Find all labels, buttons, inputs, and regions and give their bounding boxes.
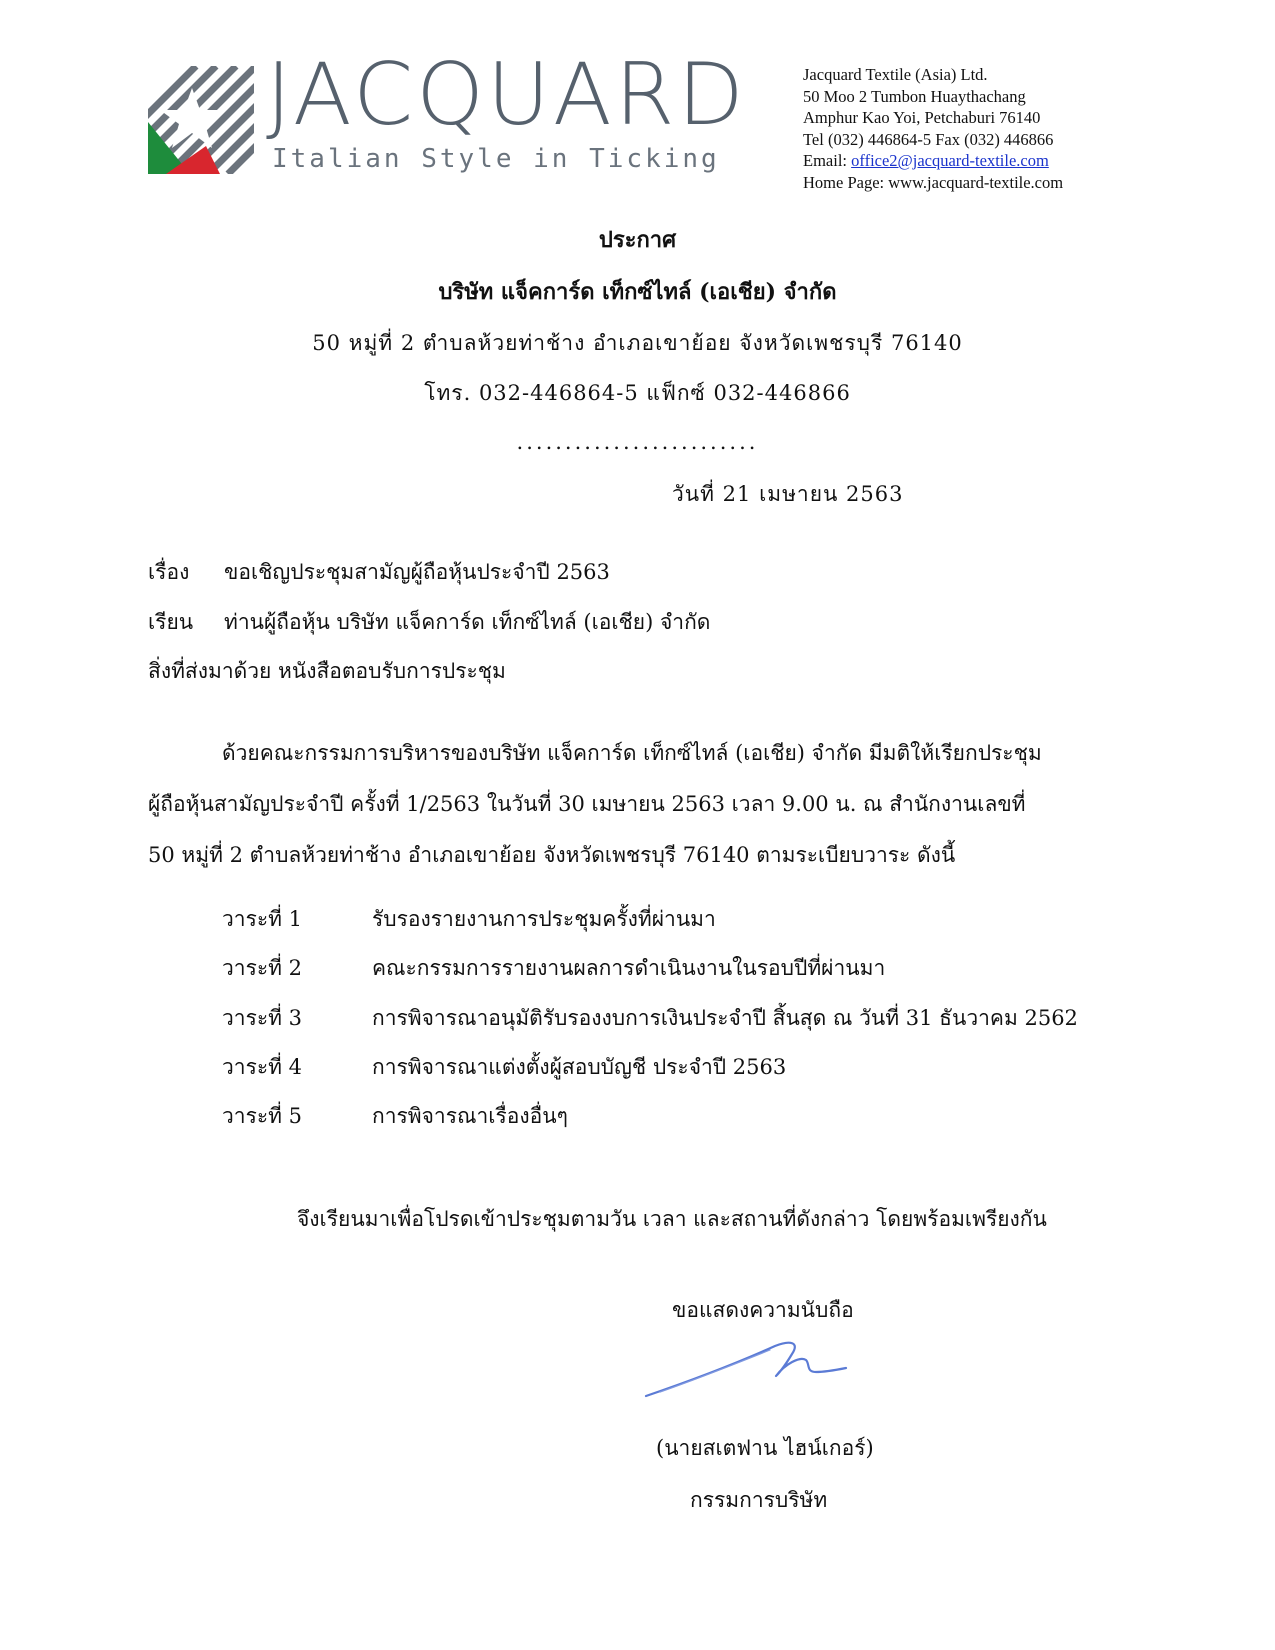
agenda-item xyxy=(222,1100,568,1133)
agenda-item xyxy=(222,1051,786,1084)
agenda-number: วาระที่ 2 xyxy=(222,956,303,980)
subject-label: เรื่อง xyxy=(148,560,190,584)
closing-sentence: จึงเรียนมาเพื่อโปรดเข้าประชุมตามวัน เวลา และสถานที่ดังกล่าว โดยพร้อมเพรียงกัน xyxy=(297,1207,1047,1231)
agenda-number: วาระที่ 5 xyxy=(222,1104,303,1128)
regards-text: ขอแสดงความนับถือ xyxy=(672,1298,854,1322)
subject-row xyxy=(148,556,610,589)
letter-date: วันที่ 21 เมษายน 2563 xyxy=(672,482,904,506)
agenda-number: วาระที่ 4 xyxy=(222,1055,303,1079)
agenda-item xyxy=(222,1002,1078,1035)
company-address-thai: 50 หมู่ที่ 2 ตำบลห้วยท่าช้าง อำเภอเขาย้อย จังหวัดเพชรบุรี 76140 xyxy=(312,331,963,355)
body-line: 50 หมู่ที่ 2 ตำบลห้วยท่าช้าง อำเภอเขาย้อย จังหวัดเพชรบุรี 76140 ตามระเบียบวาระ ดังนี้ xyxy=(148,843,956,867)
logo-tagline: Italian Style in Ticking xyxy=(272,144,720,174)
email-link[interactable]: office2@jacquard-textile.com xyxy=(851,151,1049,170)
body-paragraph xyxy=(148,728,1144,881)
agenda-item xyxy=(222,952,885,985)
address-line: 50 Moo 2 Tumbon Huaythachang xyxy=(803,86,1026,106)
recipient-label: เรียน xyxy=(148,610,194,634)
separator: ......................... xyxy=(516,430,759,454)
signatory-name: (นายสเตฟาน ไฮน์เกอร์) xyxy=(656,1436,874,1460)
agenda-text: การพิจารณาเรื่องอื่นๆ xyxy=(372,1104,568,1128)
agenda-text: การพิจารณาอนุมัติรับรองงบการเงินประจำปี สิ้นสุด ณ วันที่ 31 ธันวาคม 2562 xyxy=(372,1006,1078,1030)
agenda-text: รับรองรายงานการประชุมครั้งที่ผ่านมา xyxy=(372,907,716,931)
email-line xyxy=(803,150,1063,172)
recipient-row xyxy=(148,606,710,639)
homepage-line: Home Page: www.jacquard-textile.com xyxy=(803,172,1064,192)
agenda-number: วาระที่ 1 xyxy=(222,907,303,931)
agenda-text: คณะกรรมการรายงานผลการดำเนินงานในรอบปีที่ผ่านมา xyxy=(372,956,886,980)
body-line: ผู้ถือหุ้นสามัญประจำปี ครั้งที่ 1/2563 ในวันที่ 30 เมษายน 2563 เวลา 9.00 น. ณ สำนักงานเลขที่ xyxy=(148,792,1026,816)
company-address-block xyxy=(803,64,1063,193)
agenda-text: การพิจารณาแต่งตั้งผู้สอบบัญชี ประจำปี 2563 xyxy=(372,1055,787,1079)
body-line: ด้วยคณะกรรมการบริหารของบริษัท แจ็คการ์ด เท็กซ์ไทล์ (เอเชีย) จำกัด มีมติให้เรียกประชุม xyxy=(222,741,1042,765)
contact-line: Tel (032) 446864-5 Fax (032) 446866 xyxy=(803,129,1054,149)
document-title: ประกาศ xyxy=(598,227,677,253)
company-name: บริษัท แจ็คการ์ด เท็กซ์ไทล์ (เอเชีย) จำกัด xyxy=(438,279,837,305)
recipient-text: ท่านผู้ถือหุ้น บริษัท แจ็คการ์ด เท็กซ์ไทล์ (เอเชีย) จำกัด xyxy=(224,610,711,634)
handwritten-signature xyxy=(640,1326,860,1406)
email-label: Email: xyxy=(803,151,852,170)
address-line: Jacquard Textile (Asia) Ltd. xyxy=(803,65,988,84)
company-phone: โทร. 032-446864-5 แฟ็กซ์ 032-446866 xyxy=(424,381,851,405)
address-line: Amphur Kao Yoi, Petchaburi 76140 xyxy=(803,108,1041,127)
agenda-number: วาระที่ 3 xyxy=(222,1006,303,1030)
signatory-title: กรรมการบริษัท xyxy=(690,1488,828,1512)
enclosure-line: สิ่งที่ส่งมาด้วย หนังสือตอบรับการประชุม xyxy=(148,659,506,683)
agenda-item xyxy=(222,903,716,936)
subject-text: ขอเชิญประชุมสามัญผู้ถือหุ้นประจำปี 2563 xyxy=(224,560,610,584)
logo-wordmark: JACQUARD xyxy=(266,45,747,145)
jacquard-logo-mark xyxy=(148,66,254,174)
